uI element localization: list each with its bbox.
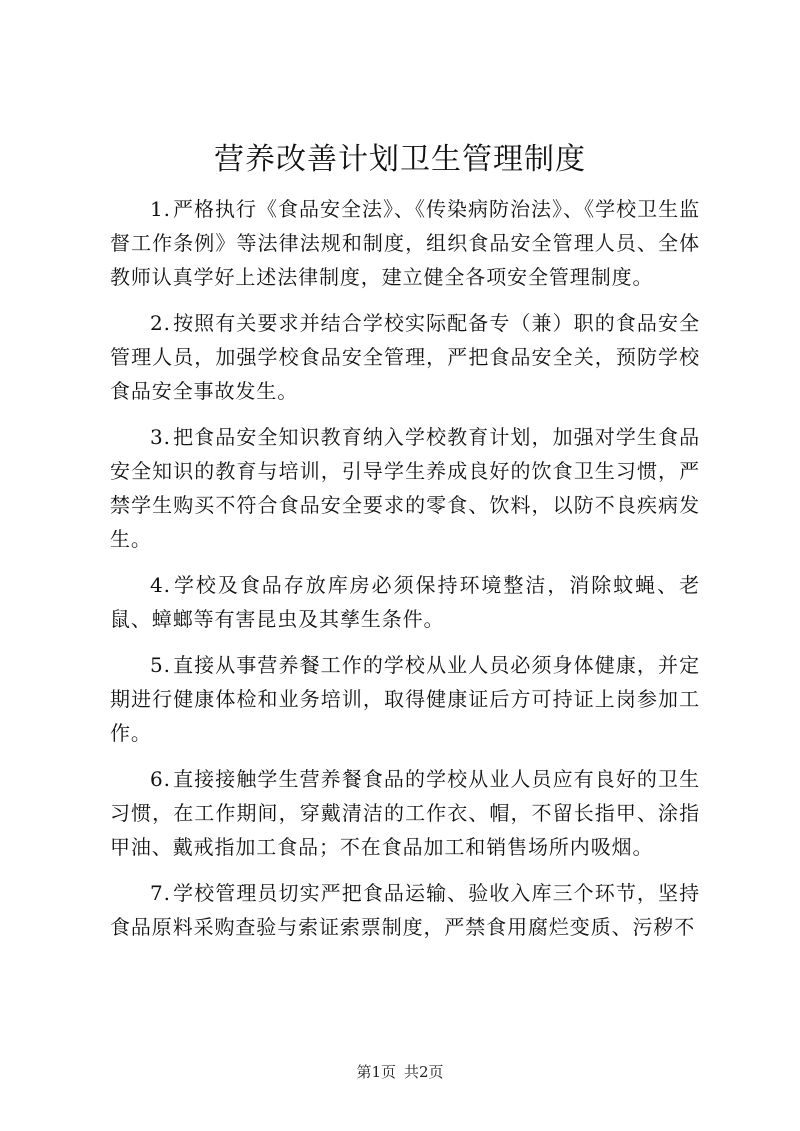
document-body: [110, 192, 700, 956]
paragraph-7: [110, 876, 700, 944]
paragraph-text: 把食品安全知识教育纳入学校教育计划，加强对学生食品安全知识的教育与培训，引导学生养成良好的饮食卫生习惯，严禁学生购买不符合食品安全要求的零食、饮料，以防不良疾病发生。: [110, 425, 700, 551]
paragraph-text: 按照有关要求并结合学校实际配备专（兼）职的食品安全管理人员，加强学校食品安全管理，严把食品安全关，预防学校食品安全事故发生。: [110, 311, 700, 403]
paragraph-text: 直接接触学生营养餐食品的学校从业人员应有良好的卫生习惯，在工作期间，穿戴清洁的工作衣、帽，不留长指甲、涂指甲油、戴戒指加工食品；不在食品加工和销售场所内吸烟。: [110, 767, 700, 859]
page-number: 第1页: [356, 1063, 396, 1081]
paragraph-text: 学校及食品存放库房必须保持环境整洁，消除蚊蝇、老鼠、蟑螂等有害昆虫及其孳生条件。: [110, 573, 700, 631]
paragraph-5: [110, 648, 700, 750]
paragraph-number: 4.: [150, 573, 171, 597]
paragraph-number: 5.: [150, 653, 171, 677]
paragraph-number: 1.: [150, 197, 171, 221]
document-title: 营养改善计划卫生管理制度: [214, 142, 586, 177]
paragraph-text: 严格执行《食品安全法》、《传染病防治法》、《学校卫生监督工作条例》等法律法规和制度，组织食品安全管理人员、全体教师认真学好上述法律制度，建立健全各项安全管理制度。: [110, 197, 700, 289]
paragraph-2: [110, 306, 700, 408]
paragraph-text: 直接从事营养餐工作的学校从业人员必须身体健康，并定期进行健康体检和业务培训，取得健康证后方可持证上岗参加工作。: [110, 653, 700, 745]
paragraph-text: 学校管理员切实严把食品运输、验收入库三个环节，坚持食品原料采购查验与索证索票制度，严禁食用腐烂变质、污秽不: [110, 881, 700, 939]
paragraph-number: 2.: [150, 311, 171, 335]
paragraph-number: 3.: [150, 425, 171, 449]
paragraph-number: 7.: [150, 881, 171, 905]
paragraph-6: [110, 762, 700, 864]
paragraph-1: [110, 192, 700, 294]
page-footer: [0, 1062, 800, 1082]
paragraph-number: 6.: [150, 767, 171, 791]
page-total: 共2页: [404, 1063, 444, 1081]
paragraph-3: [110, 420, 700, 556]
paragraph-4: [110, 568, 700, 636]
